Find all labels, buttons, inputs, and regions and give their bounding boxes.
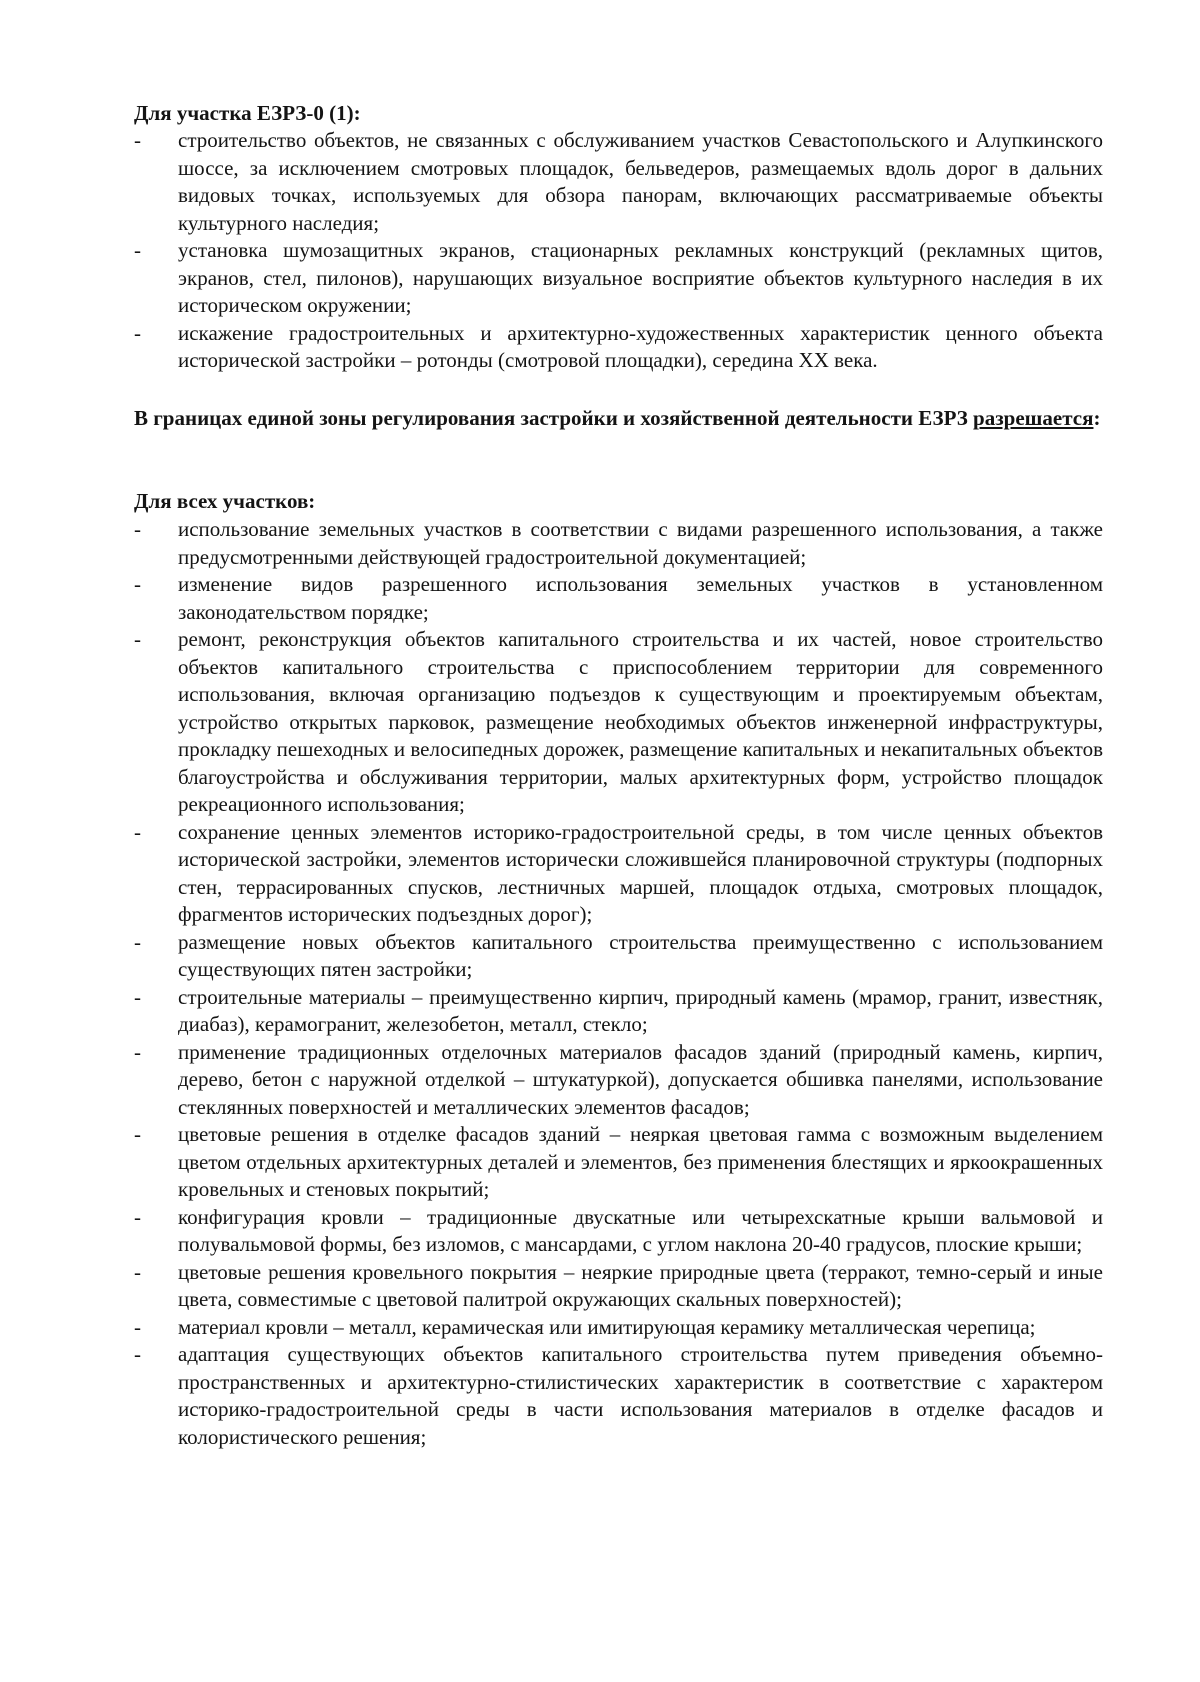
permitted-list: [134, 516, 1103, 1451]
list-item-text: ремонт, реконструкция объектов капитального строительства и их частей, новое строительство объектов капитального строительства с приспособлением территории для современного использования, включая организацию подъездов к существующим и проектируемым объектам, устройство открытых парковок, размещение необходимых объектов инженерной инфраструктуры, прокладку пешеходных и велосипедных дорожек, размещение капитальных и некапитальных объектов благоустройства и обслуживания территории, малых архитектурных форм, устройство площадок рекреационного использования;: [178, 627, 1103, 816]
prohibitions-list: [134, 127, 1103, 375]
list-item: [134, 320, 1103, 375]
bullet-dash: -: [134, 1314, 141, 1339]
list-item: [134, 1204, 1103, 1259]
heading-colon: :: [1093, 406, 1101, 430]
bullet-dash: -: [134, 1039, 141, 1064]
list-item: [134, 929, 1103, 984]
list-item-text: цветовые решения кровельного покрытия – неяркие природные цвета (терракот, темно-серый и иные цвета, совместимые с цветовой палитрой окружающих скальных поверхностей);: [178, 1259, 1103, 1311]
bullet-dash: -: [134, 1342, 141, 1366]
list-item: [134, 127, 1103, 237]
list-item-text: изменение видов разрешенного использования земельных участков в установленном законодательством порядке;: [178, 572, 1103, 624]
list-item-text: строительство объектов, не связанных с обслуживанием участков Севастопольского и Алупкинского шоссе, за исключением смотровых площадок, бельведеров, размещаемых вдоль дорог в дальних видовых точках, используемых для обзора панорам, включающих рассматриваемые объекты культурного наследия;: [178, 128, 1103, 235]
list-item-text: конфигурация кровли – традиционные двускатные или четырехскатные крыши вальмовой и полувальмовой формы, без изломов, с мансардами, с углом наклона 20-40 градусов, плоские крыши;: [178, 1204, 1103, 1256]
list-item-text: размещение новых объектов капитального строительства преимущественно с использованием существующих пятен застройки;: [178, 929, 1103, 981]
list-item-text: установка шумозащитных экранов, стационарных рекламных конструкций (рекламных щитов, экранов, стел, пилонов), нарушающих визуальное восприятие объектов культурного наследия в их историческом окружении;: [178, 238, 1103, 317]
list-item: [134, 237, 1103, 320]
list-item: [134, 1259, 1103, 1314]
bullet-dash: -: [134, 627, 141, 651]
list-item-text: строительные материалы – преимущественно кирпич, природный камень (мрамор, гранит, известняк, диабаз), керамогранит, железобетон, металл, стекло;: [178, 984, 1103, 1036]
heading-underlined-text: разрешается: [973, 406, 1094, 430]
list-item-text: искажение градостроительных и архитектурно-художественных характеристик ценного объекта исторической застройки – ротонды (смотровой площадки), середина XX века.: [178, 320, 1103, 372]
list-item: [134, 819, 1103, 929]
list-item-text: цветовые решения в отделке фасадов зданий – неяркая цветовая гамма с возможным выделением цветом отдельных архитектурных деталей и элементов, без применения блестящих и яркоокрашенных кровельных и стеновых покрытий;: [178, 1122, 1103, 1201]
list-item-text: адаптация существующих объектов капитального строительства путем приведения объемно-пространственных и архитектурно-стилистических характеристик в соответствие с характером историко-градостроительной среды в части использования материалов в отделке фасадов и колористического решения;: [178, 1342, 1103, 1449]
bullet-dash: -: [134, 1122, 141, 1146]
bullet-dash: -: [134, 1204, 141, 1229]
list-item: [134, 984, 1103, 1039]
section-heading-all-plots: Для всех участков:: [134, 489, 316, 513]
list-item: [134, 1121, 1103, 1204]
list-item-text: сохранение ценных элементов историко-градостроительной среды, в том числе ценных объектов исторической застройки, элементов исторически сложившейся планировочной структуры (подпорных стен, террасированных спусков, лестничных маршей, площадок отдыха, смотровых площадок, фрагментов исторических подъездных дорог);: [178, 819, 1103, 926]
bullet-dash: -: [134, 572, 141, 596]
bullet-dash: -: [134, 1259, 141, 1284]
list-item: [134, 1314, 1103, 1342]
bullet-dash: -: [134, 984, 141, 1009]
list-item-text: материал кровли – металл, керамическая или имитирующая керамику металлическая черепица;: [178, 1314, 1036, 1339]
section-heading-permitted: [134, 405, 1104, 432]
list-item: [134, 1039, 1103, 1122]
section-heading-ezrz-0: Для участка ЕЗРЗ-0 (1):: [134, 101, 361, 125]
list-item: [134, 1341, 1103, 1451]
list-item: [134, 626, 1103, 819]
list-item: [134, 571, 1103, 626]
heading-text: В границах единой зоны регулирования застройки и хозяйственной деятельности ЕЗРЗ: [134, 406, 968, 430]
bullet-dash: -: [134, 238, 141, 262]
bullet-dash: -: [134, 819, 141, 844]
bullet-dash: -: [134, 517, 141, 541]
bullet-dash: -: [134, 128, 141, 152]
list-item: [134, 516, 1103, 571]
list-item-text: использование земельных участков в соответствии с видами разрешенного использования, а также предусмотренными действующей градостроительной документацией;: [178, 517, 1103, 569]
bullet-dash: -: [134, 320, 141, 345]
bullet-dash: -: [134, 929, 141, 954]
list-item-text: применение традиционных отделочных материалов фасадов зданий (природный камень, кирпич, дерево, бетон с наружной отделкой – штукатуркой), допускается обшивка панелями, использование стеклянных поверхностей и металлических элементов фасадов;: [178, 1039, 1103, 1119]
